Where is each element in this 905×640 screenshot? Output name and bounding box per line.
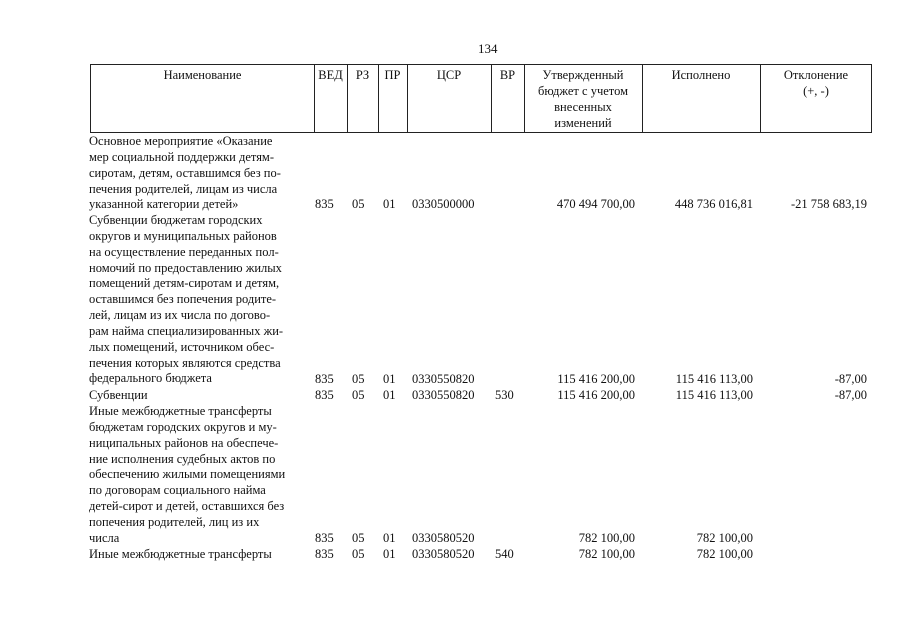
row-ved: 835 <box>315 372 334 386</box>
row-name: Субвенции <box>89 388 148 402</box>
table-header <box>90 64 872 133</box>
row-ved: 835 <box>315 388 334 402</box>
header-csr: ЦСР <box>436 68 462 82</box>
row-pr: 01 <box>383 197 396 211</box>
row-deviation: -21 758 683,19 <box>790 197 867 211</box>
header-vr: ВР <box>499 68 516 82</box>
row-ved: 835 <box>315 197 334 211</box>
header-executed: Исполнено <box>671 68 731 82</box>
header-pr: ПР <box>384 68 401 82</box>
row-pr: 01 <box>383 388 396 402</box>
row-executed: 448 736 016,81 <box>674 197 753 211</box>
header-name: Наименование <box>163 68 242 82</box>
header-deviation: Отклонение (+, -) <box>783 68 849 98</box>
row-deviation: -87,00 <box>834 372 867 386</box>
row-approved: 470 494 700,00 <box>556 197 635 211</box>
row-name: Иные межбюджетные трансферты <box>89 547 272 561</box>
row-csr: 0330580520 <box>412 547 475 561</box>
row-approved: 115 416 200,00 <box>557 372 635 386</box>
row-ved: 835 <box>315 531 334 545</box>
row-rz: 05 <box>352 531 365 545</box>
row-csr: 0330580520 <box>412 531 475 545</box>
row-name: Иные межбюджетные трансферты бюджетам городских округов и му- ниципальных районов на обеспече- ние исполнения судебных актов по обеспечению жилыми помещениями по договорам социального найма детей-сирот и детей, оставшихся без попечения родителей, лиц из их числа <box>89 404 286 545</box>
row-name: Субвенции бюджетам городских округов и муниципальных районов на осуществление переданных пол- номочий по предоставлению жилых помещений детям-сиротам и детям, оставшимся без попечения родите- лей, лицам из их числа по догово- рам найма специализированных жи- лых помещений, источником обес- печения которых являются средства федерального бюджета <box>89 213 284 386</box>
row-executed: 782 100,00 <box>696 531 753 545</box>
row-executed: 782 100,00 <box>696 547 753 561</box>
row-deviation: -87,00 <box>834 388 867 402</box>
row-csr: 0330550820 <box>412 388 475 402</box>
row-pr: 01 <box>383 547 396 561</box>
row-approved: 115 416 200,00 <box>557 388 635 402</box>
row-vr: 540 <box>495 547 514 561</box>
header-approved-budget: Утвержденный бюджет с учетом внесенных изменений <box>537 68 628 130</box>
row-rz: 05 <box>352 197 365 211</box>
row-rz: 05 <box>352 547 365 561</box>
row-executed: 115 416 113,00 <box>675 372 753 386</box>
row-pr: 01 <box>383 531 396 545</box>
row-rz: 05 <box>352 388 365 402</box>
row-csr: 0330500000 <box>412 197 475 211</box>
row-approved: 782 100,00 <box>578 531 635 545</box>
row-rz: 05 <box>352 372 365 386</box>
row-pr: 01 <box>383 372 396 386</box>
row-name: Основное мероприятие «Оказание мер социальной поддержки детям- сиротам, детям, оставшимся без по- печения родителей, лицам из числа указанной категории детей» <box>89 134 281 212</box>
page-number: 134 <box>478 41 498 56</box>
row-vr: 530 <box>495 388 514 402</box>
row-approved: 782 100,00 <box>578 547 635 561</box>
header-ved: ВЕД <box>318 68 343 82</box>
header-rz: РЗ <box>355 68 370 82</box>
row-csr: 0330550820 <box>412 372 475 386</box>
row-ved: 835 <box>315 547 334 561</box>
row-executed: 115 416 113,00 <box>675 388 753 402</box>
